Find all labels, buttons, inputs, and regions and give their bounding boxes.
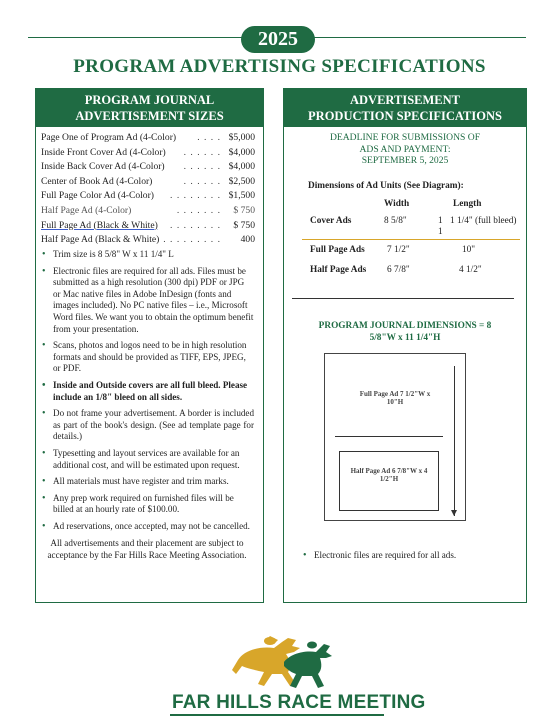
leader-dots: . . . . . . . . . — [163, 234, 221, 246]
footer-logo-underline — [170, 714, 384, 716]
full-page-label: Full Page Ad 7 1/2"W x 10"H — [359, 390, 431, 406]
row-length: 10" — [462, 245, 476, 255]
deadline-block — [284, 132, 526, 167]
deadline-line: ADS AND PAYMENT: — [359, 143, 451, 155]
price-list — [41, 132, 261, 249]
section-divider — [292, 298, 514, 299]
header-rule-left — [28, 37, 242, 38]
horse-rider-logo — [230, 630, 334, 694]
row-length-extra: 1 — [438, 227, 443, 237]
price-item-name: Half Page Ad (4-Color) — [41, 204, 132, 216]
table-divider — [302, 239, 520, 240]
price-item-name: Half Page Ad (Black & White) — [41, 234, 160, 246]
list-item: • Ad reservations, once accepted, may not be cancelled. — [40, 521, 254, 533]
leader-dots: . . . . . . — [183, 146, 221, 158]
row-label: Full Page Ads — [310, 245, 365, 255]
column-header-width: Width — [384, 199, 410, 209]
diagram-title: PROGRAM JOURNAL DIMENSIONS = 8 5/8"W x 11 1/4"H — [318, 321, 492, 343]
row-length: 1 1/4" (full bleed) — [450, 216, 517, 226]
column-header-length: Length — [453, 199, 482, 209]
price-item-price: $5,000 — [228, 132, 255, 143]
price-item-price: $2,500 — [228, 175, 255, 187]
left-panel — [35, 88, 264, 603]
leader-dots: . . . . . . . . — [170, 190, 221, 202]
price-item-name: Center of Book Ad (4-Color) — [41, 175, 153, 187]
row-width: 6 7/8" — [387, 265, 410, 275]
arrow-vertical-right — [454, 366, 455, 516]
price-row — [41, 176, 261, 191]
price-row — [41, 190, 261, 205]
list-item: • Any prep work required on furnished files will be billed at an hourly rate of $100.00. — [40, 493, 254, 516]
row-length-prefix: 1 — [438, 216, 443, 226]
dimensions-label: Dimensions of Ad Units (See Diagram): — [308, 181, 464, 191]
full-page-boundary — [335, 436, 443, 437]
header-rule-right — [314, 37, 526, 38]
row-width: 7 1/2" — [387, 245, 410, 255]
price-item-name: Full Page Ad (Black & White) — [41, 219, 158, 231]
list-item: • All materials must have register and trim marks. — [40, 476, 254, 488]
leader-dots: . . . . . . — [183, 161, 221, 173]
deadline-date: SEPTEMBER 5, 2025 — [361, 155, 449, 166]
list-item: • Scans, photos and logos need to be in high resolution formats and should be provided as TIFF, EPS, JPEG, or PDF. — [40, 340, 254, 375]
price-item-name: Full Page Color Ad (4-Color) — [41, 190, 154, 202]
row-width: 8 5/8" — [384, 216, 407, 226]
row-label: Cover Ads — [310, 216, 352, 226]
leader-dots: . . . . . . . . — [170, 219, 221, 231]
leader-dots: . . . . . . . — [176, 204, 221, 216]
list-item: • Electronic files are required for all ads. Files must be submitted as a high resolution (300 dpi) PDF or JPG or Mac native files in Adobe InDesign (fonts and images included). No PC native files – i.e., Microsoft Word files. We want you to obtain the optimum benefit from your presentation. — [40, 266, 254, 336]
half-page-label: Half Page Ad 6 7/8"W x 4 1/2"H — [350, 467, 428, 483]
requirements-list — [40, 249, 254, 562]
price-row — [41, 161, 261, 176]
half-page-box — [339, 451, 439, 511]
electronic-note: • Electronic files are required for all ads. — [301, 550, 524, 560]
leader-dots: . . . . . . — [183, 175, 221, 187]
footer-logo-text: FAR HILLS RACE MEETING — [172, 692, 426, 713]
arrow-head-down — [451, 510, 457, 516]
price-item-name: Page One of Program Ad (4-Color) — [41, 132, 177, 143]
page-title: PROGRAM ADVERTISING SPECIFICATIONS — [73, 56, 486, 77]
price-item-price: $ 750 — [233, 204, 255, 216]
leader-dots: . . . . — [197, 132, 221, 143]
price-item-price: $1,500 — [228, 190, 255, 202]
price-row — [41, 220, 261, 235]
price-item-price: $4,000 — [228, 161, 255, 173]
price-item-price: $4,000 — [228, 146, 255, 158]
right-panel — [283, 88, 527, 603]
list-item: • Do not frame your advertisement. A border is included as part of the book's design. (See ad template page for details.) — [40, 408, 254, 443]
closing-statement: All advertisements and their placement are subject to acceptance by the Far Hills Race Meeting Association. — [47, 538, 247, 561]
left-panel-heading: PROGRAM JOURNAL ADVERTISEMENT SIZES — [36, 89, 263, 127]
price-item-name: Inside Front Cover Ad (4-Color) — [41, 146, 166, 158]
price-item-price: 400 — [240, 234, 255, 246]
list-item: • Trim size is 8 5/8" W x 11 1/4" L — [40, 249, 254, 261]
price-row — [41, 132, 261, 147]
list-item: • Typesetting and layout services are available for an additional cost, and will be estimated upon request. — [40, 448, 254, 471]
price-item-name: Inside Back Cover Ad (4-Color) — [41, 161, 165, 173]
deadline-line: DEADLINE FOR SUBMISSIONS OF — [329, 132, 481, 143]
price-item-price: $ 750 — [233, 219, 255, 231]
year-badge: 2025 — [241, 26, 315, 53]
list-item: • Inside and Outside covers are all full bleed. Please include an 1/8" bleed on all sides. — [40, 380, 254, 403]
row-length: 4 1/2" — [459, 265, 482, 275]
row-label: Half Page Ads — [310, 265, 367, 275]
dimensions-diagram — [324, 353, 466, 521]
right-panel-heading: ADVERTISEMENT PRODUCTION SPECIFICATIONS — [284, 89, 526, 127]
price-row — [41, 147, 261, 162]
price-row — [41, 205, 261, 220]
price-row — [41, 234, 261, 249]
